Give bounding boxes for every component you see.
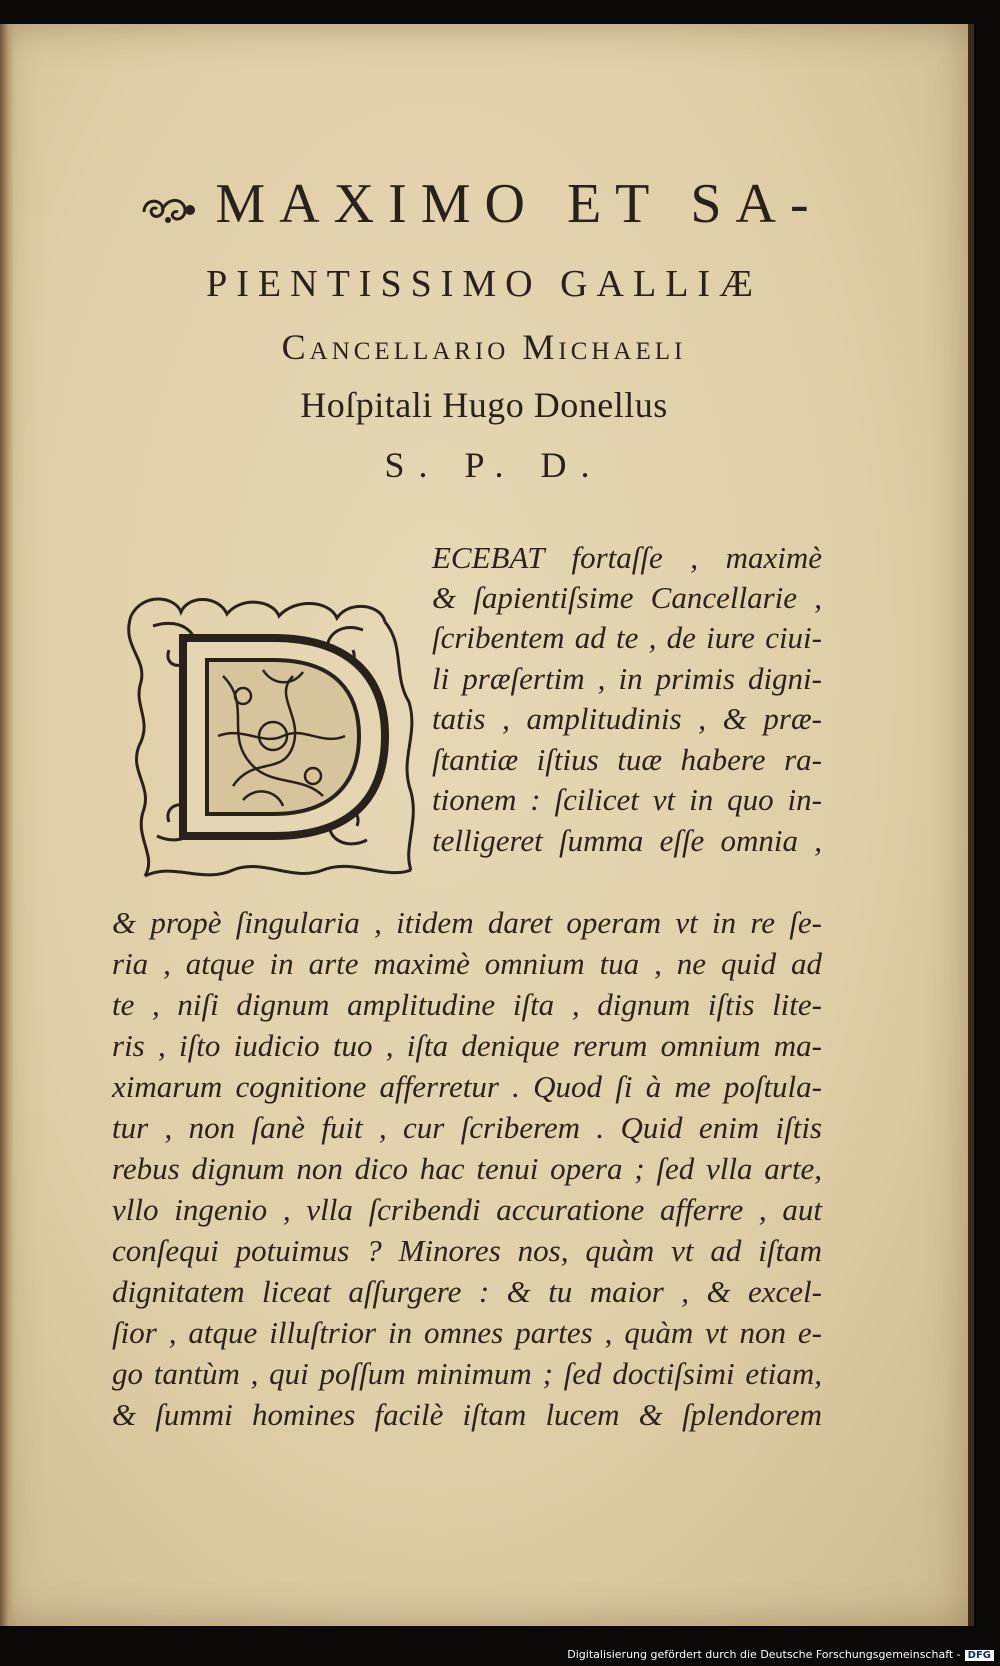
heading-line-3: Cancellario Michaeli	[281, 327, 687, 367]
body-text	[0, 24, 968, 1626]
body-line: ECEBAT fortaſſe , maximè	[432, 540, 822, 575]
credit-text: Digitalisierung gefördert durch die Deutsche Forschungsgemeinschaft -	[567, 1648, 961, 1661]
body-line: & ſapientiſsime Cancellarie ,	[432, 580, 822, 615]
body-line: vllo ingenio , vlla ſcribendi accuratione afferre , aut	[112, 1192, 822, 1227]
body-line: ria , atque in arte maximè omnium tua , ne quid ad	[112, 946, 822, 981]
body-line: rebus dignum non dico hac tenui opera ; ſed vlla arte,	[112, 1151, 822, 1186]
body-line: ſior , atque illuſtrior in omnes partes , quàm vt non e-	[112, 1315, 822, 1350]
body-line: conſequi potuimus ? Minores nos, quàm vt ad iſtam	[112, 1233, 822, 1268]
body-line: & ſummi homines facilè iſtam lucem & ſplendorem	[112, 1397, 822, 1432]
heading-line-2: PIENTISSIMO GALLIÆ	[206, 263, 762, 305]
digitization-credit	[567, 1648, 994, 1661]
body-line: dignitatem liceat aſſurgere : & tu maior , & excel-	[112, 1274, 822, 1309]
body-line: ſcribentem ad te , de iure ciui-	[432, 620, 822, 655]
body-line: ximarum cognitione afferretur . Quod ſi à me poſtula-	[112, 1069, 822, 1104]
body-line: ris , iſto iudicio tuo , iſta denique rerum omnium ma-	[112, 1028, 822, 1063]
body-line: tatis , amplitudinis , & præ-	[432, 701, 822, 736]
heading-line-1: MAXIMO ET SA-	[215, 173, 823, 235]
body-line: te , niſi dignum amplitudine iſta , dignum iſtis lite-	[112, 987, 822, 1022]
body-line: telligeret ſumma eſſe omnia ,	[432, 823, 822, 858]
body-line: tionem : ſcilicet vt in quo in-	[432, 782, 822, 817]
body-line: ſtantiæ iſtius tuæ habere ra-	[432, 742, 822, 777]
body-line: go tantùm , qui poſſum minimum ; ſed doctiſsimi etiam,	[112, 1356, 822, 1391]
heading-line-5: S. P. D.	[384, 445, 604, 485]
book-page	[0, 24, 974, 1626]
body-line: li præſertim , in primis digni-	[432, 661, 822, 696]
dfg-logo: DFG	[965, 1650, 994, 1661]
body-line: tur , non ſanè fuit , cur ſcriberem . Quid enim iſtis	[112, 1110, 822, 1145]
body-line: & propè ſingularia , itidem daret operam vt in re ſe-	[112, 905, 822, 940]
heading-line-4: Hoſpitali Hugo Donellus	[300, 385, 668, 425]
